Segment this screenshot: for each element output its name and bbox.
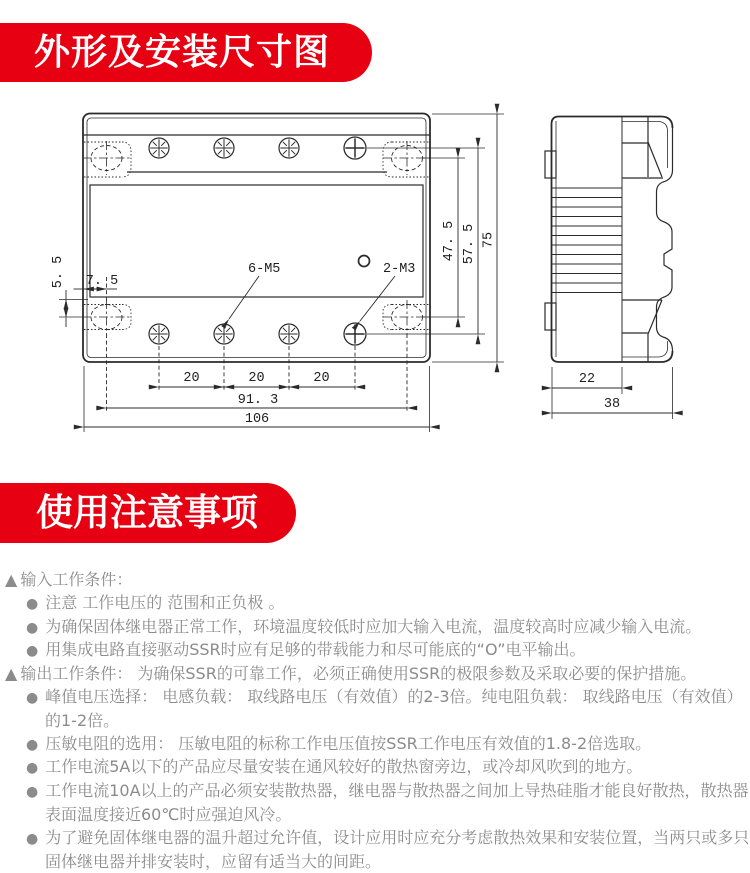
screw-m5-icon	[279, 138, 299, 158]
dim-20-label: 20	[248, 371, 265, 386]
heatsink-fins	[552, 188, 622, 293]
dim-7-5-label: 7. 5	[85, 274, 119, 289]
usage-notes-list	[0, 569, 750, 873]
dim-20-label: 20	[313, 371, 330, 386]
note-text: 工作电流10A以上的产品必须安装散热器，继电器与散热器之间加上导热硅脂才能良好散热，散热器表面温度接近60℃时应强迫风冷。	[45, 781, 749, 824]
dimension-banner-title: 外形及安装尺寸图	[34, 32, 331, 73]
screw-m5-icon	[279, 324, 299, 344]
bullet-marker: ●	[26, 784, 39, 801]
screw-m3-icon	[344, 323, 366, 345]
note-item	[0, 827, 750, 873]
usage-banner-title: 使用注意事项	[36, 491, 258, 534]
note-text: 为确保固体继电器正常工作，环境温度较低时应加大输入电流，温度较高时应减少输入电流。	[45, 616, 702, 636]
side-view	[545, 117, 673, 420]
bullet-marker: ●	[26, 689, 39, 706]
note-item	[0, 780, 750, 827]
top-terminal-screws	[149, 137, 366, 159]
screw-m5-icon	[214, 324, 234, 344]
bullet-marker: ●	[26, 643, 39, 660]
note-item	[0, 686, 750, 733]
led-indicator-icon	[359, 256, 370, 267]
note-text: 输入工作条件：	[20, 570, 133, 589]
dim-57-5-label: 57. 5	[462, 223, 477, 265]
dim-47-5-label: 47. 5	[442, 220, 457, 262]
side-tab	[545, 151, 556, 178]
bullet-marker: ●	[26, 595, 39, 612]
note-text: 注意 工作电压的 范围和正负极 。	[45, 592, 285, 612]
front-view-dimensions	[51, 114, 504, 432]
note-item	[0, 639, 750, 663]
note-text: 峰值电压选择： 电感负载： 取线路电压（有效值）的2-3倍。纯电阻负载： 取线路电压（有效值）的1-2倍。	[45, 686, 743, 730]
dim-38-label: 38	[603, 397, 621, 412]
mounting-slot-icon	[83, 141, 131, 175]
side-tab	[545, 303, 556, 330]
note-text: 压敏电阻的选用： 压敏电阻的标称工作电压值按SSR工作电压有效值的1.8-2倍选取。	[45, 733, 652, 753]
note-text: 工作电流5A以下的产品应尽量安装在通风较好的散热窗旁边，或冷却风吹到的地方。	[45, 757, 643, 777]
note-item	[0, 616, 750, 640]
screw-m5-icon	[149, 324, 169, 344]
mounting-slot-icon	[83, 300, 131, 334]
triangle-marker: ▲	[5, 664, 18, 684]
screw-m3-icon	[344, 137, 366, 159]
note-item	[0, 733, 750, 757]
triangle-marker: ▲	[5, 570, 18, 589]
note-item	[0, 756, 750, 780]
mounting-slots	[83, 141, 432, 334]
note-section	[0, 663, 750, 686]
label-6-m5: 6-M5	[248, 262, 281, 277]
bottom-terminal-screws	[149, 323, 366, 345]
note-text: 用集成电路直接驱动SSR时应有足够的带载能力和尽可能底的“O”电平输出。	[45, 640, 586, 660]
dim-20-label: 20	[183, 371, 200, 386]
note-item	[0, 592, 750, 616]
screw-m5-icon	[149, 138, 169, 158]
dim-75-label: 75	[481, 231, 497, 249]
bullet-marker: ●	[26, 619, 39, 636]
dim-22-label: 22	[578, 372, 596, 387]
label-2-m3: 2-M3	[383, 262, 416, 277]
dim-5-5-label: 5. 5	[51, 255, 66, 289]
note-text: 输出工作条件： 为确保SSR的可靠工作，必须正确使用SSR的极限参数及采取必要的保护措施。	[20, 664, 697, 684]
note-section	[0, 569, 750, 592]
usage-notes-banner	[0, 483, 296, 543]
dim-91-3-label: 91. 3	[237, 393, 279, 408]
bullet-marker: ●	[26, 760, 39, 777]
bullet-marker: ●	[26, 830, 39, 847]
dim-106-label: 106	[244, 412, 270, 427]
note-text: 为了避免固体继电器的温升超过允许值，设计应用时应充分考虑散热效果和安装位置，当两只或多只固体继电器并排安装时，应留有适当大的间距。	[45, 827, 750, 871]
front-view	[83, 114, 432, 363]
screw-m5-icon	[214, 138, 234, 158]
bullet-marker: ●	[26, 736, 39, 753]
dimension-diagram-banner	[0, 23, 372, 82]
